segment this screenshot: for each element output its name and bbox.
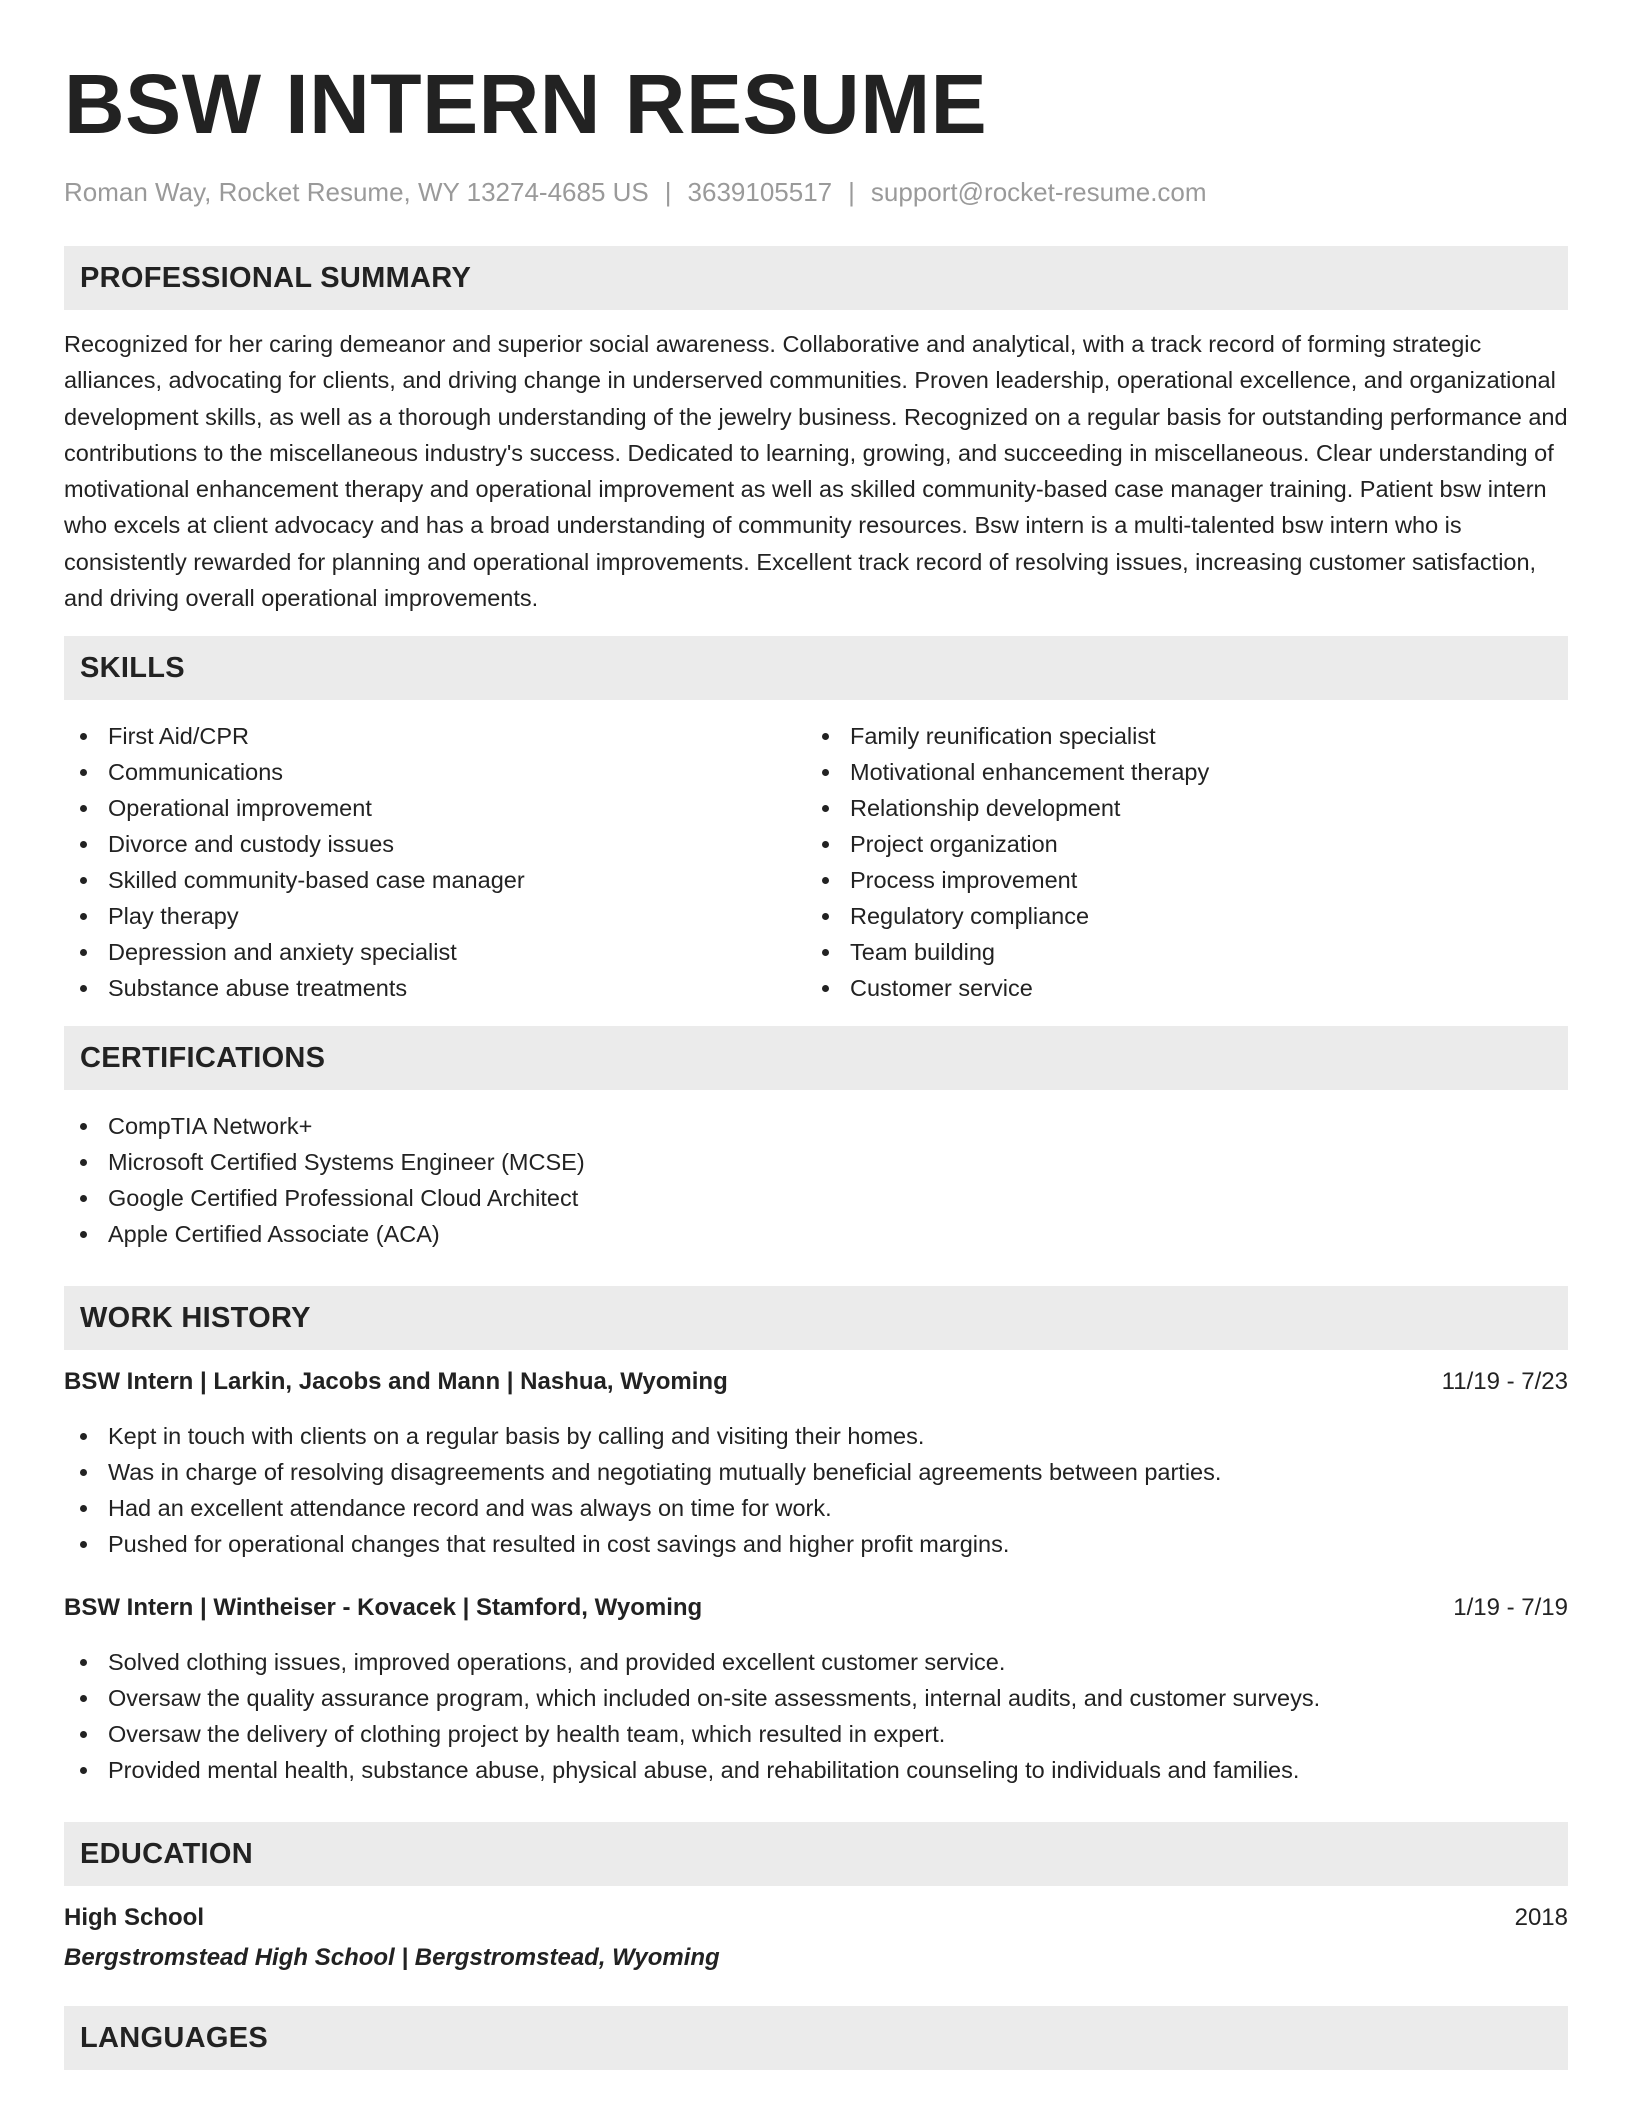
education-school: Bergstromstead High School | Bergstromstead, Wyoming xyxy=(64,1944,720,1972)
list-item: Substance abuse treatments xyxy=(64,970,806,1006)
job-bullets xyxy=(64,1644,1568,1788)
education-header xyxy=(64,1900,1568,1936)
job-title: BSW Intern | Larkin, Jacobs and Mann | Nashua, Wyoming xyxy=(64,1368,728,1396)
section-header-certifications: CERTIFICATIONS xyxy=(64,1026,1568,1090)
contact-phone: 3639105517 xyxy=(687,177,833,207)
section-header-education: EDUCATION xyxy=(64,1822,1568,1886)
skills-list-left xyxy=(64,718,806,1006)
skills-list-right xyxy=(806,718,1548,1006)
list-item: Pushed for operational changes that resulted in cost savings and higher profit margins. xyxy=(64,1526,1568,1562)
section-header-summary: PROFESSIONAL SUMMARY xyxy=(64,246,1568,310)
list-item: Customer service xyxy=(806,970,1548,1006)
job-entry xyxy=(64,1590,1568,1788)
list-item: Skilled community-based case manager xyxy=(64,862,806,898)
contact-address: Roman Way, Rocket Resume, WY 13274-4685 US xyxy=(64,177,649,207)
list-item: Divorce and custody issues xyxy=(64,826,806,862)
list-item: Process improvement xyxy=(806,862,1548,898)
list-item: Oversaw the quality assurance program, which included on-site assessments, internal audits, and customer surveys. xyxy=(64,1680,1568,1716)
list-item: First Aid/CPR xyxy=(64,718,806,754)
list-item: Had an excellent attendance record and was always on time for work. xyxy=(64,1490,1568,1526)
list-item: Motivational enhancement therapy xyxy=(806,754,1548,790)
section-header-skills: SKILLS xyxy=(64,636,1568,700)
job-title: BSW Intern | Wintheiser - Kovacek | Stamford, Wyoming xyxy=(64,1594,703,1622)
list-item: Kept in touch with clients on a regular basis by calling and visiting their homes. xyxy=(64,1418,1568,1454)
list-item: CompTIA Network+ xyxy=(64,1108,1568,1144)
education-year: 2018 xyxy=(1514,1904,1568,1932)
job-header xyxy=(64,1590,1568,1626)
contact-email: support@rocket-resume.com xyxy=(870,177,1207,207)
section-header-work: WORK HISTORY xyxy=(64,1286,1568,1350)
list-item: Communications xyxy=(64,754,806,790)
summary-text: Recognized for her caring demeanor and superior social awareness. Collaborative and analytical, with a track record of forming strategic alliances, advocating for clients, and driving change in underserved communities. Proven leadership, operational excellence, and organizational development skills, as well as a thorough understanding of the jewelry business. Recognized on a regular basis for outstanding performance and contributions to the miscellaneous industry's success. Dedicated to learning, growing, and succeeding in miscellaneous. Clear understanding of motivational enhancement therapy and operational improvement as well as skilled community-based case manager training. Patient bsw intern who excels at client advocacy and has a broad understanding of community resources. Bsw intern is a multi-talented bsw intern who is consistently rewarded for planning and operational improvements. Excellent track record of resolving issues, increasing customer satisfaction, and driving overall operational improvements. xyxy=(64,331,1568,612)
contact-separator: | xyxy=(664,177,672,207)
job-bullets xyxy=(64,1418,1568,1562)
job-header xyxy=(64,1364,1568,1400)
list-item: Operational improvement xyxy=(64,790,806,826)
list-item: Relationship development xyxy=(806,790,1548,826)
list-item: Regulatory compliance xyxy=(806,898,1548,934)
contact-line xyxy=(64,174,1568,210)
list-item: Apple Certified Associate (ACA) xyxy=(64,1216,1568,1252)
list-item: Depression and anxiety specialist xyxy=(64,934,806,970)
job-dates: 1/19 - 7/19 xyxy=(1453,1594,1568,1622)
skills-grid xyxy=(64,718,1568,1006)
contact-separator: | xyxy=(848,177,855,207)
section-header-languages: LANGUAGES xyxy=(64,2006,1568,2070)
certifications-list xyxy=(64,1108,1568,1252)
education-degree: High School xyxy=(64,1904,204,1932)
list-item: Microsoft Certified Systems Engineer (MCSE) xyxy=(64,1144,1568,1180)
list-item: Team building xyxy=(806,934,1548,970)
list-item: Solved clothing issues, improved operations, and provided excellent customer service. xyxy=(64,1644,1568,1680)
list-item: Was in charge of resolving disagreements and negotiating mutually beneficial agreements between parties. xyxy=(64,1454,1568,1490)
job-dates: 11/19 - 7/23 xyxy=(1441,1368,1568,1396)
list-item: Oversaw the delivery of clothing project by health team, which resulted in expert. xyxy=(64,1716,1568,1752)
job-entry xyxy=(64,1364,1568,1562)
education-entry xyxy=(64,1900,1568,1976)
list-item: Family reunification specialist xyxy=(806,718,1548,754)
resume-title: BSW INTERN RESUME xyxy=(64,57,988,151)
list-item: Google Certified Professional Cloud Architect xyxy=(64,1180,1568,1216)
resume-page xyxy=(64,54,1568,2070)
list-item: Play therapy xyxy=(64,898,806,934)
list-item: Provided mental health, substance abuse, physical abuse, and rehabilitation counseling to individuals and families. xyxy=(64,1752,1568,1788)
list-item: Project organization xyxy=(806,826,1548,862)
